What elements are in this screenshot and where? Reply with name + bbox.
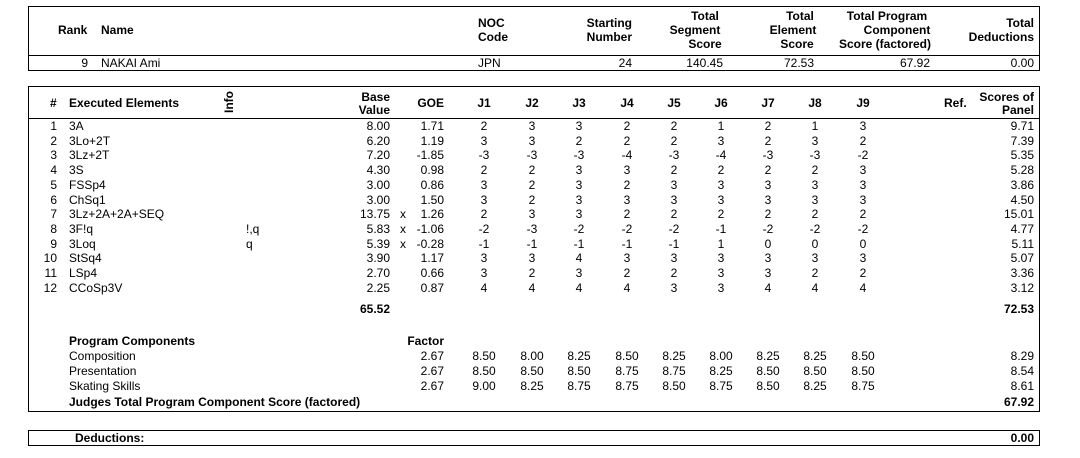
element-judge-1: -1 — [478, 236, 490, 251]
element-judge-1: 2 — [480, 207, 488, 222]
element-judge-1: 2 — [480, 119, 488, 133]
element-judge-1: 3 — [480, 177, 488, 192]
element-judge-8: 3 — [811, 251, 819, 266]
element-judge-9: 0 — [859, 236, 867, 251]
element-judge-2: 2 — [528, 177, 536, 192]
component-judge-3: 8.50 — [567, 364, 591, 378]
element-judge-7: 2 — [764, 207, 772, 222]
element-judge-1: 4 — [480, 280, 488, 295]
component-judge-4: 8.50 — [615, 349, 639, 363]
col-ref-label: Ref. — [944, 96, 967, 110]
element-judge-4: 2 — [623, 266, 631, 280]
element-info: !,q — [246, 221, 260, 236]
element-judge-8: 3 — [811, 177, 819, 192]
component-factor: 2.67 — [420, 379, 444, 393]
element-judge-8: 3 — [811, 133, 819, 148]
element-judge-8: -3 — [809, 148, 821, 163]
element-judge-3: 3 — [575, 192, 583, 207]
element-info: q — [246, 236, 253, 251]
element-judge-9: 3 — [859, 177, 867, 192]
element-judge-4: -2 — [621, 221, 633, 236]
element-judge-7: 3 — [764, 251, 772, 266]
col-goe-label: GOE — [417, 96, 444, 110]
element-judge-6: 3 — [717, 266, 725, 280]
element-name: CCoSp3V — [69, 280, 123, 295]
element-judge-7: 3 — [764, 192, 772, 207]
element-judge-2: 3 — [528, 207, 536, 222]
element-judge-3: 4 — [575, 251, 583, 266]
element-panel-score: 5.35 — [1010, 148, 1034, 163]
judge-header-3: J3 — [572, 96, 586, 110]
element-judge-5: 2 — [670, 119, 678, 133]
component-judge-9: 8.50 — [851, 349, 875, 363]
element-judge-4: 2 — [623, 133, 631, 148]
summary-divider — [28, 55, 1040, 56]
element-panel-score: 15.01 — [1003, 207, 1034, 222]
element-goe: 1.17 — [420, 251, 444, 266]
tes-label-2: Element — [769, 23, 817, 37]
element-base-value: 3.00 — [366, 177, 390, 192]
element-judge-7: 3 — [764, 177, 772, 192]
element-judge-5: 2 — [670, 163, 678, 178]
component-judge-4: 8.75 — [615, 379, 639, 393]
element-goe: 1.26 — [420, 207, 444, 222]
element-judge-5: 3 — [670, 192, 678, 207]
element-judge-5: -2 — [668, 221, 680, 236]
element-judge-5: 3 — [670, 280, 678, 295]
element-goe: 1.19 — [420, 133, 444, 148]
element-judge-6: 3 — [717, 192, 725, 207]
element-judge-9: -2 — [857, 148, 869, 163]
judge-header-7: J7 — [761, 96, 775, 110]
deductions-value: 0.00 — [1010, 431, 1034, 445]
element-judge-5: -1 — [668, 236, 680, 251]
element-judge-6: 1 — [717, 236, 725, 251]
component-score: 8.54 — [1010, 364, 1034, 378]
component-judge-2: 8.00 — [520, 349, 544, 363]
factor-label: Factor — [407, 334, 444, 348]
element-name: 3Loq — [69, 236, 96, 251]
element-panel-score: 5.11 — [1011, 236, 1034, 251]
element-judge-2: 2 — [528, 192, 536, 207]
element-goe: 0.66 — [420, 266, 444, 280]
deductions-box — [28, 430, 1040, 446]
element-base-value: 4.30 — [366, 163, 390, 178]
col-num-label: # — [50, 96, 57, 110]
name-label: Name — [101, 23, 134, 37]
element-judge-4: -1 — [621, 236, 633, 251]
col-base-label-1: Base — [361, 90, 390, 104]
element-judge-6: 3 — [717, 280, 725, 295]
element-base-value: 3.90 — [366, 251, 390, 266]
element-judge-6: -4 — [715, 148, 727, 163]
element-judge-3: 3 — [575, 207, 583, 222]
element-base-value: 5.83 — [366, 221, 390, 236]
ded-label-2: Deductions — [968, 30, 1034, 44]
judge-header-5: J5 — [667, 96, 681, 110]
element-goe: 0.87 — [420, 280, 444, 295]
component-judge-7: 8.50 — [756, 364, 780, 378]
element-name: 3Lz+2A+2A+SEQ — [69, 207, 165, 222]
component-name: Skating Skills — [69, 379, 141, 393]
element-judge-9: 4 — [859, 280, 867, 295]
element-judge-4: 3 — [623, 251, 631, 266]
element-judge-9: 3 — [859, 192, 867, 207]
component-name: Presentation — [69, 364, 137, 378]
pcs-total-label: Judges Total Program Component Score (factored) — [69, 395, 361, 409]
element-num: 4 — [50, 163, 57, 178]
element-name: StSq4 — [69, 251, 102, 266]
element-goe: 1.50 — [420, 192, 444, 207]
element-judge-7: -3 — [762, 148, 774, 163]
element-judge-2: -1 — [526, 236, 538, 251]
element-judge-8: 1 — [811, 119, 819, 133]
component-judge-2: 8.50 — [520, 364, 544, 378]
element-judge-3: -3 — [573, 148, 585, 163]
component-judge-5: 8.25 — [662, 349, 686, 363]
element-judge-5: 2 — [670, 266, 678, 280]
starting-label-1: Starting — [586, 16, 632, 30]
element-judge-4: 3 — [623, 192, 631, 207]
col-info-label: Info — [222, 91, 236, 113]
element-panel-score: 3.36 — [1010, 266, 1034, 280]
element-judge-9: 2 — [859, 133, 867, 148]
col-scores-label-1: Scores of — [979, 90, 1034, 104]
element-judge-8: 2 — [811, 266, 819, 280]
element-base-value: 13.75 — [359, 207, 390, 222]
component-factor: 2.67 — [420, 364, 444, 378]
element-name: 3Lz+2T — [69, 148, 110, 163]
element-judge-3: 2 — [575, 133, 583, 148]
noc-label-1: NOC — [478, 16, 505, 30]
element-judge-1: 2 — [480, 163, 488, 178]
element-base-value: 7.20 — [366, 148, 390, 163]
element-base-value: 6.20 — [366, 133, 390, 148]
element-judge-6: 2 — [717, 207, 725, 222]
element-panel-score: 7.39 — [1010, 133, 1034, 148]
judge-header-8: J8 — [808, 96, 822, 110]
element-judge-5: 3 — [670, 251, 678, 266]
element-judge-6: 3 — [717, 177, 725, 192]
deductions-label: Deductions: — [75, 431, 145, 445]
element-base-value: 5.39 — [366, 236, 390, 251]
element-judge-7: 2 — [764, 119, 772, 133]
pcs-total-value: 67.92 — [1003, 395, 1034, 409]
element-goe: 0.98 — [420, 163, 444, 178]
element-judge-4: 2 — [623, 207, 631, 222]
element-panel-score: 9.71 — [1010, 119, 1034, 133]
noc-label-2: Code — [478, 30, 508, 44]
element-base-value: 3.00 — [366, 192, 390, 207]
component-judge-1: 9.00 — [472, 379, 496, 393]
tss-label-1: Total — [691, 9, 719, 23]
component-name: Composition — [69, 349, 136, 363]
element-judge-3: 4 — [575, 280, 583, 295]
element-judge-9: 3 — [859, 119, 867, 133]
element-name: 3Lo+2T — [69, 133, 111, 148]
tes-label-1: Total — [786, 9, 814, 23]
component-judge-8: 8.25 — [803, 379, 827, 393]
element-judge-2: -3 — [526, 221, 538, 236]
skater-tss: 140.45 — [686, 56, 723, 70]
element-panel-score: 5.28 — [1010, 163, 1034, 178]
component-judge-4: 8.75 — [615, 364, 639, 378]
element-judge-9: 3 — [859, 251, 867, 266]
judge-header-4: J4 — [620, 96, 634, 110]
skater-noc: JPN — [478, 56, 501, 70]
element-base-value: 2.70 — [366, 266, 390, 280]
element-goe: 1.71 — [420, 119, 444, 133]
element-panel-score: 4.77 — [1010, 221, 1034, 236]
element-judge-5: 3 — [670, 177, 678, 192]
judge-header-6: J6 — [714, 96, 728, 110]
col-base-label-2: Value — [358, 103, 390, 117]
element-judge-8: 4 — [811, 280, 819, 295]
element-judge-4: -4 — [621, 148, 633, 163]
component-judge-5: 8.75 — [662, 364, 686, 378]
element-judge-7: 0 — [764, 236, 772, 251]
skater-starting-number: 24 — [618, 56, 632, 70]
component-judge-5: 8.50 — [662, 379, 686, 393]
element-goe: -1.85 — [416, 148, 444, 163]
element-judge-2: -3 — [526, 148, 538, 163]
component-score: 8.61 — [1010, 379, 1034, 393]
component-factor: 2.67 — [420, 349, 444, 363]
element-judge-7: 2 — [764, 133, 772, 148]
element-judge-7: -2 — [762, 221, 774, 236]
element-name: 3S — [69, 163, 84, 178]
component-judge-6: 8.25 — [709, 364, 733, 378]
element-judge-5: 2 — [670, 133, 678, 148]
element-judge-2: 3 — [528, 133, 536, 148]
element-judge-3: -1 — [573, 236, 585, 251]
element-judge-1: 3 — [480, 266, 488, 280]
element-name: FSSp4 — [69, 177, 106, 192]
component-judge-9: 8.50 — [851, 364, 875, 378]
element-judge-5: -3 — [668, 148, 680, 163]
element-judge-2: 4 — [528, 280, 536, 295]
col-executed-label: Executed Elements — [69, 96, 180, 110]
element-judge-5: 2 — [670, 207, 678, 222]
skater-tes: 72.53 — [783, 56, 814, 70]
pcs-label-3: Score (factored) — [838, 37, 932, 51]
element-judge-2: 2 — [528, 163, 536, 178]
element-judge-9: 2 — [859, 207, 867, 222]
element-num: 11 — [44, 266, 57, 280]
element-judge-1: -2 — [478, 221, 490, 236]
element-judge-2: 3 — [528, 119, 536, 133]
component-judge-1: 8.50 — [472, 349, 496, 363]
component-judge-8: 8.50 — [803, 364, 827, 378]
element-num: 8 — [50, 221, 57, 236]
element-judge-4: 3 — [623, 163, 631, 178]
element-judge-6: 2 — [717, 163, 725, 178]
element-judge-3: 3 — [575, 163, 583, 178]
element-judge-8: 0 — [811, 236, 819, 251]
element-bonus-mark: x — [400, 236, 406, 251]
component-judge-3: 8.25 — [567, 349, 591, 363]
element-judge-4: 4 — [623, 280, 631, 295]
element-num: 7 — [50, 207, 57, 222]
element-judge-3: 3 — [575, 177, 583, 192]
element-judge-2: 2 — [528, 266, 536, 280]
element-judge-8: -2 — [809, 221, 821, 236]
skater-deductions: 0.00 — [1010, 56, 1034, 70]
element-panel-score: 3.12 — [1010, 280, 1034, 295]
component-judge-7: 8.25 — [756, 349, 780, 363]
element-judge-6: -1 — [715, 221, 727, 236]
rank-label: Rank — [58, 23, 88, 37]
element-judge-3: 3 — [575, 266, 583, 280]
element-judge-3: -2 — [573, 221, 585, 236]
element-num: 9 — [50, 236, 57, 251]
element-judge-1: -3 — [478, 148, 490, 163]
element-judge-6: 3 — [717, 251, 725, 266]
starting-label-2: Number — [586, 30, 632, 44]
element-num: 6 — [50, 192, 57, 207]
component-judge-7: 8.50 — [756, 379, 780, 393]
tss-label-3: Score — [688, 37, 722, 51]
col-scores-label-2: Panel — [1001, 103, 1034, 117]
element-judge-7: 4 — [764, 280, 772, 295]
component-judge-6: 8.00 — [709, 349, 733, 363]
element-judge-4: 2 — [623, 119, 631, 133]
element-judge-7: 3 — [764, 266, 772, 280]
element-judge-6: 3 — [717, 133, 725, 148]
component-judge-1: 8.50 — [472, 364, 496, 378]
skater-name: NAKAI Ami — [101, 56, 161, 70]
elements-score-total: 72.53 — [1003, 302, 1034, 316]
skater-rank: 9 — [81, 56, 88, 70]
program-components-title: Program Components — [69, 334, 196, 348]
tss-label-2: Segment — [669, 23, 721, 37]
element-num: 12 — [43, 280, 57, 295]
element-num: 5 — [50, 177, 57, 192]
ded-label-1: Total — [1006, 16, 1034, 30]
element-num: 2 — [50, 133, 57, 148]
element-base-value: 2.25 — [366, 280, 390, 295]
element-panel-score: 5.07 — [1010, 251, 1034, 266]
component-judge-8: 8.25 — [803, 349, 827, 363]
element-bonus-mark: x — [400, 207, 406, 222]
element-name: LSp4 — [69, 266, 98, 280]
component-judge-2: 8.25 — [520, 379, 544, 393]
component-judge-6: 8.75 — [709, 379, 733, 393]
judge-header-1: J1 — [477, 96, 491, 110]
element-bonus-mark: x — [400, 221, 406, 236]
base-value-total: 65.52 — [359, 302, 390, 316]
pcs-label-2: Component — [863, 23, 931, 37]
component-score: 8.29 — [1010, 349, 1034, 363]
element-goe: 0.86 — [420, 177, 444, 192]
element-num: 1 — [50, 119, 57, 133]
judge-header-9: J9 — [856, 96, 870, 110]
element-panel-score: 3.86 — [1010, 177, 1034, 192]
element-num: 10 — [43, 251, 57, 266]
element-judge-8: 3 — [811, 192, 819, 207]
element-panel-score: 4.50 — [1010, 192, 1034, 207]
element-judge-1: 3 — [480, 251, 488, 266]
element-judge-4: 2 — [623, 177, 631, 192]
component-judge-9: 8.75 — [851, 379, 875, 393]
element-judge-9: 3 — [859, 163, 867, 178]
element-name: 3F!q — [69, 221, 94, 236]
component-judge-3: 8.75 — [567, 379, 591, 393]
element-goe: -0.28 — [416, 236, 444, 251]
element-goe: -1.06 — [416, 221, 444, 236]
tes-label-3: Score — [780, 37, 814, 51]
element-judge-8: 2 — [811, 163, 819, 178]
element-judge-6: 1 — [717, 119, 725, 133]
pcs-label-1: Total Program — [846, 9, 928, 23]
element-judge-3: 3 — [575, 119, 583, 133]
element-judge-9: -2 — [857, 221, 869, 236]
element-judge-9: 2 — [859, 266, 867, 280]
element-base-value: 8.00 — [366, 119, 390, 133]
element-judge-1: 3 — [480, 192, 488, 207]
element-num: 3 — [50, 148, 57, 163]
element-judge-8: 2 — [811, 207, 819, 222]
element-judge-1: 3 — [480, 133, 488, 148]
skater-pcs: 67.92 — [899, 56, 930, 70]
judge-header-2: J2 — [525, 96, 539, 110]
element-judge-7: 2 — [764, 163, 772, 178]
element-name: 3A — [69, 119, 84, 133]
element-name: ChSq1 — [69, 192, 106, 207]
element-judge-2: 3 — [528, 251, 536, 266]
